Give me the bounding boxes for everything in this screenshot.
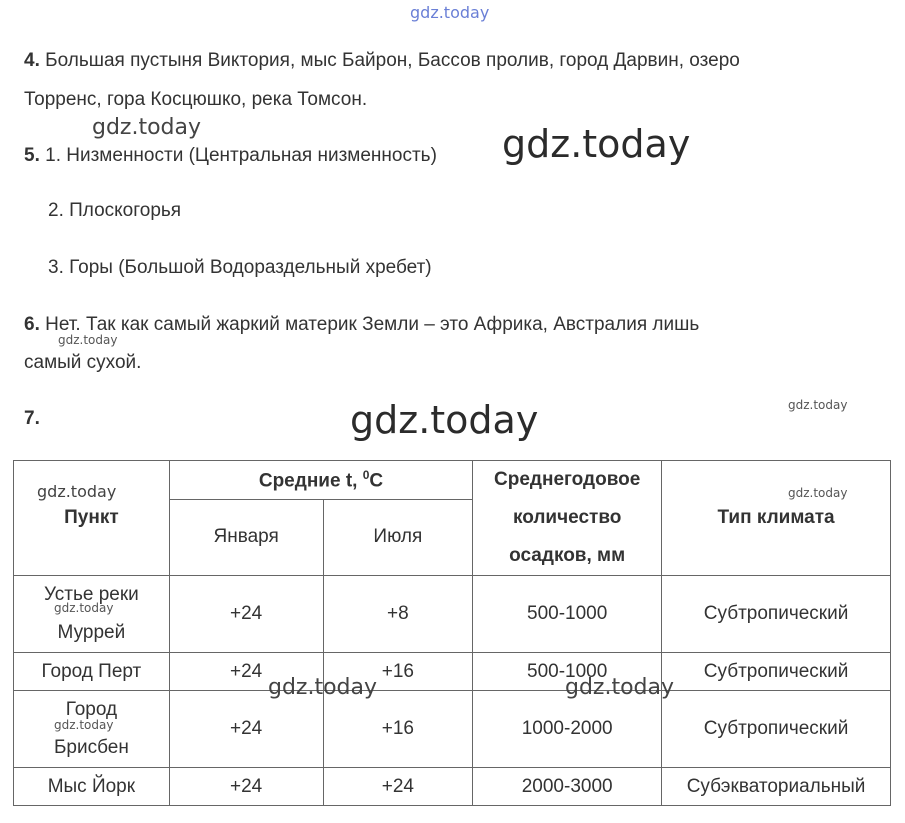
answer-7-number: 7. bbox=[24, 408, 40, 429]
cell-climate: Субтропический bbox=[662, 653, 891, 691]
cell-point-line-2: Брисбен bbox=[53, 737, 129, 758]
table-row bbox=[14, 576, 891, 653]
cell-point-line-1: Устье реки bbox=[43, 584, 139, 605]
cell-july: +8 bbox=[323, 576, 473, 653]
watermark: gdz.today bbox=[350, 398, 539, 442]
answer-number: 4. bbox=[24, 50, 40, 71]
watermark: gdz.today bbox=[565, 675, 675, 700]
climate-table bbox=[13, 460, 891, 806]
cell-climate: Субэкваториальный bbox=[662, 768, 891, 806]
table-row bbox=[14, 768, 891, 806]
watermark: gdz.today bbox=[788, 398, 848, 412]
cell-july: +24 bbox=[323, 768, 473, 806]
cell-january: +24 bbox=[169, 653, 323, 691]
header-climate bbox=[662, 461, 891, 576]
watermark: gdz.today bbox=[54, 601, 114, 615]
header-climate-label: Тип климата bbox=[717, 507, 835, 528]
cell-point-line-2: Муррей bbox=[57, 622, 126, 643]
answer-5-item-2: 2. Плоскогорья bbox=[48, 200, 182, 221]
answer-6-line-2: самый сухой. bbox=[24, 352, 142, 373]
answer-5-item-3: 3. Горы (Большой Водораздельный хребет) bbox=[48, 257, 432, 278]
answer-5-item-1 bbox=[24, 144, 437, 168]
cell-precip: 500-1000 bbox=[473, 653, 662, 691]
answer-text: Нет. Так как самый жаркий материк Земли – это Африка, Австралия лишь bbox=[45, 314, 700, 335]
cell-precip: 500-1000 bbox=[473, 576, 662, 653]
watermark: gdz.today bbox=[502, 122, 691, 166]
answer-text: 1. Низменности (Центральная низменность) bbox=[45, 145, 437, 166]
cell-climate: Субтропический bbox=[662, 691, 891, 768]
answer-text: Большая пустыня Виктория, мыс Байрон, Бассов пролив, город Дарвин, озеро bbox=[45, 50, 740, 71]
header-temp-label: Средние t, bbox=[258, 470, 363, 491]
header-precip-line-3: осадков, мм bbox=[509, 545, 626, 566]
watermark: gdz.today bbox=[92, 115, 202, 140]
watermark: gdz.today bbox=[268, 675, 378, 700]
table-row bbox=[14, 691, 891, 768]
table-row bbox=[14, 653, 891, 691]
watermark: gdz.today bbox=[410, 3, 490, 22]
cell-climate: Субтропический bbox=[662, 576, 891, 653]
header-precip-line-2: количество bbox=[512, 507, 622, 528]
answer-4-line-2: Торренс, гора Косцюшко, река Томсон. bbox=[24, 89, 368, 110]
header-temp-degree: 0 bbox=[362, 467, 370, 482]
cell-point: Мыс Йорк bbox=[14, 768, 170, 806]
cell-point: Город Перт bbox=[14, 653, 170, 691]
header-point bbox=[14, 461, 170, 576]
watermark: gdz.today bbox=[54, 718, 114, 732]
header-january: Января bbox=[169, 499, 323, 575]
header-precip-line-1: Среднегодовое bbox=[494, 469, 641, 490]
cell-january: +24 bbox=[169, 691, 323, 768]
answer-number: 5. bbox=[24, 145, 40, 166]
cell-precip: 2000-3000 bbox=[473, 768, 662, 806]
header-temp-unit: С bbox=[369, 470, 384, 491]
watermark: gdz.today bbox=[37, 482, 117, 501]
answer-4-line-1 bbox=[24, 49, 740, 73]
header-precip bbox=[473, 461, 662, 576]
cell-july: +16 bbox=[323, 691, 473, 768]
watermark: gdz.today bbox=[788, 486, 848, 500]
watermark: gdz.today bbox=[58, 333, 118, 347]
cell-july: +16 bbox=[323, 653, 473, 691]
cell-january: +24 bbox=[169, 768, 323, 806]
cell-point-line-1: Город bbox=[65, 699, 118, 720]
header-july: Июля bbox=[323, 499, 473, 575]
answer-6-line-1 bbox=[24, 313, 699, 337]
cell-january: +24 bbox=[169, 576, 323, 653]
header-point-label: Пункт bbox=[64, 507, 119, 528]
answer-number: 6. bbox=[24, 314, 40, 335]
cell-precip: 1000-2000 bbox=[473, 691, 662, 768]
header-temp bbox=[169, 461, 472, 500]
